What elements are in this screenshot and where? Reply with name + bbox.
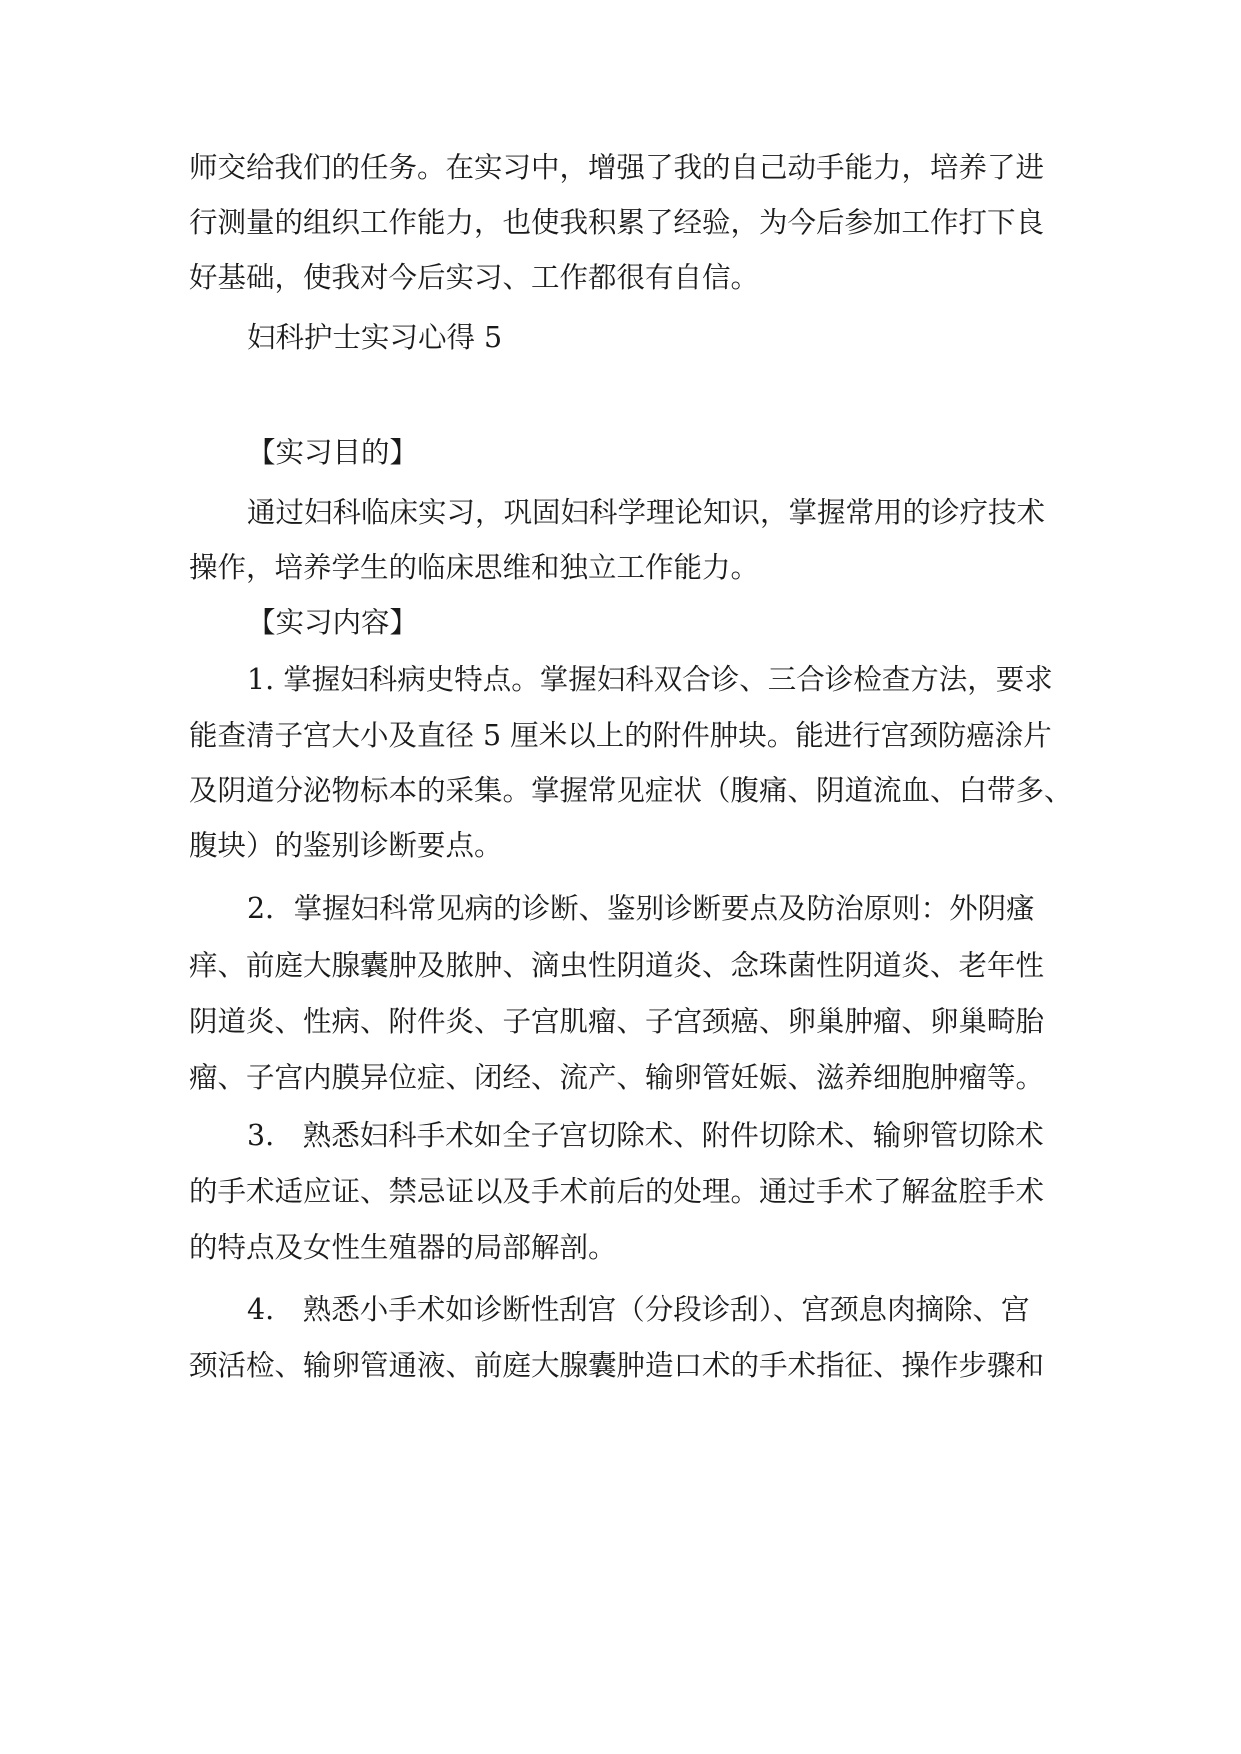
list-item-line: 瘤、子宫内膜异位症、闭经、流产、输卵管妊娠、滋养细胞肿瘤等。 (189, 1061, 1045, 1094)
section-title: 妇科护士实习心得 5 (247, 321, 503, 354)
list-item-line: 能查清子宫大小及直径 5 厘米以上的附件肿块。能进行宫颈防癌涂片 (189, 719, 1052, 752)
list-item-line: 及阴道分泌物标本的采集。掌握常见症状（腹痛、阴道流血、白带多、 (189, 774, 1073, 807)
paragraph-line: 行测量的组织工作能力，也使我积累了经验，为今后参加工作打下良 (189, 206, 1045, 239)
list-item-line: 的特点及女性生殖器的局部解剖。 (189, 1231, 617, 1264)
list-item-line: 阴道炎、性病、附件炎、子宫肌瘤、子宫颈癌、卵巢肿瘤、卵巢畸胎 (189, 1005, 1045, 1038)
section-heading: 【实习目的】 (247, 436, 419, 469)
list-item-line: 的手术适应证、禁忌证以及手术前后的处理。通过手术了解盆腔手术 (189, 1175, 1045, 1208)
paragraph-line: 师交给我们的任务。在实习中，增强了我的自己动手能力，培养了进 (189, 151, 1045, 184)
list-item-line: 4. 熟悉小手术如诊断性刮宫（分段诊刮）、宫颈息肉摘除、宫 (247, 1293, 1030, 1326)
paragraph-line: 操作，培养学生的临床思维和独立工作能力。 (189, 551, 760, 584)
section-heading: 【实习内容】 (247, 606, 419, 639)
list-item-line: 痒、前庭大腺囊肿及脓肿、滴虫性阴道炎、念珠菌性阴道炎、老年性 (189, 949, 1045, 982)
list-item-line: 1. 掌握妇科病史特点。掌握妇科双合诊、三合诊检查方法，要求 (247, 663, 1053, 696)
list-item-line: 2．掌握妇科常见病的诊断、鉴别诊断要点及防治原则：外阴瘙 (247, 892, 1035, 925)
paragraph-line: 通过妇科临床实习，巩固妇科学理论知识，掌握常用的诊疗技术 (247, 496, 1046, 529)
list-item-line: 3. 熟悉妇科手术如全子宫切除术、附件切除术、输卵管切除术 (247, 1119, 1044, 1152)
list-item-line: 腹块）的鉴别诊断要点。 (189, 829, 503, 862)
list-item-line: 颈活检、输卵管通液、前庭大腺囊肿造口术的手术指征、操作步骤和 (189, 1349, 1045, 1382)
paragraph-line: 好基础，使我对今后实习、工作都很有自信。 (189, 261, 760, 294)
